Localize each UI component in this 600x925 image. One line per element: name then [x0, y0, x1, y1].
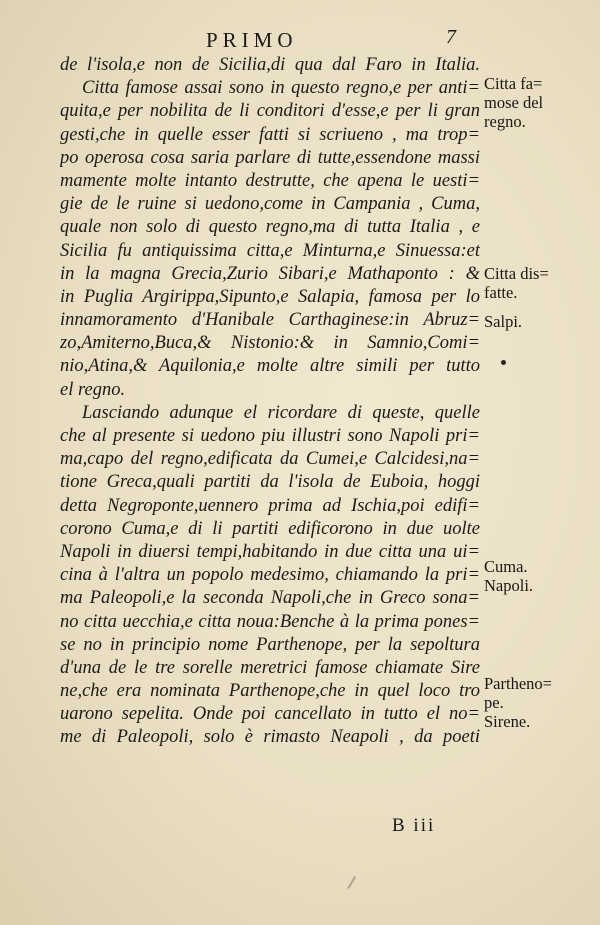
text-line: Citta famose assai sono in questo regno,e per anti=	[82, 78, 480, 99]
margin-note-cuma-napoli	[484, 557, 594, 595]
margin-note-line: Salpi.	[484, 312, 523, 331]
margin-note-line: Sirene.	[484, 712, 531, 731]
text-line: el regno.	[60, 379, 126, 400]
margin-note-line: fatte.	[484, 283, 518, 302]
body-text	[60, 54, 480, 750]
text-line: gesti,che in quelle esser fatti si scriueno , ma trop=	[60, 124, 480, 145]
ink-smudge	[347, 876, 364, 894]
text-line: de l'isola,e non de Sicilia,di qua dal Faro in Italia.	[60, 55, 480, 75]
margin-note-line: pe.	[484, 693, 504, 712]
text-line: me di Paleopoli, solo è rimasto Neapoli , da poeti	[60, 727, 480, 748]
margin-note-salpi	[484, 312, 594, 331]
text-line: se no in principio nome Parthenope, per la sepoltura	[60, 634, 480, 655]
text-line: mamente molte intanto destrutte, che apena le uesti=	[60, 170, 480, 191]
margin-note-line: Citta dis=	[484, 264, 549, 283]
text-line: cina à l'altra un popolo medesimo, chiamando la pri=	[60, 565, 480, 586]
running-head: PRIMO	[206, 28, 298, 52]
margin-note-citta-disfatte	[484, 264, 594, 302]
text-line: in la magna Grecia,Zurio Sibari,e Mathaponto : &	[60, 263, 480, 284]
page-header	[0, 26, 600, 52]
text-line: detta Negroponte,uennero prima ad Ischia,poi edifi=	[60, 495, 480, 516]
text-line: d'una de le tre sorelle meretrici famose chiamate Sire	[60, 657, 480, 678]
text-line: innamoramento d'Hanibale Carthaginese:in Abruz=	[60, 310, 480, 331]
margin-note-line: Napoli.	[484, 576, 534, 595]
text-line: Napoli in diuersi tempi,habitando in due citta una ui=	[60, 541, 480, 562]
text-line: zo,Amiterno,Buca,& Nistonio:& in Samnio,Comi=	[60, 333, 480, 354]
text-line: in Puglia Argirippa,Sipunto,e Salapia, famosa per lo	[60, 286, 480, 307]
margin-note-line: Partheno=	[484, 674, 552, 693]
text-line: no citta uecchia,e citta noua:Benche à la prima pones=	[60, 611, 480, 632]
text-line: gie de le ruine si uedono,come in Campania , Cuma,	[60, 194, 480, 215]
text-line: ma Paleopoli,e la seconda Napoli,che in Greco sona=	[60, 588, 480, 609]
margin-note-citta-famose	[484, 74, 594, 131]
text-line: quale non solo di questo regno,ma di tutta Italia , e	[60, 217, 480, 238]
text-line: tione Greca,quali partiti da l'isola de Euboia, hoggi	[60, 472, 480, 493]
text-line: quita,e per nobilita de li conditori d'esse,e per li gran	[60, 101, 480, 122]
text-line: ne,che era nominata Parthenope,che in quel loco tro	[60, 681, 480, 702]
text-line: Lasciando adunque el ricordare di queste, quelle	[82, 402, 480, 423]
text-line: corono Cuma,e di li partiti edificorono in due uolte	[60, 518, 480, 539]
text-line: ma,capo del regno,edificata da Cumei,e Calcidesi,na=	[60, 449, 480, 470]
margin-note-parthenope	[484, 674, 594, 731]
text-line: po operosa cosa saria parlare di tutte,essendone massi	[60, 147, 480, 168]
margin-mark-icon	[501, 360, 506, 365]
margin-note-line: regno.	[484, 112, 526, 131]
page-number: 7	[446, 26, 456, 48]
signature-mark: B iii	[392, 815, 436, 836]
text-line: nio,Atina,& Aquilonia,e molte altre simili per tutto	[60, 356, 480, 377]
text-line: Sicilia fu antiquissima citta,e Minturna,e Sinuessa:et	[60, 240, 480, 261]
margin-note-line: Cuma.	[484, 557, 528, 576]
margin-note-line: Citta fa=	[484, 74, 543, 93]
text-line: che al presente si uedono piu illustri sono Napoli pri=	[60, 426, 480, 446]
text-line: uarono sepelita. Onde poi cancellato in tutto el no=	[60, 704, 480, 725]
margin-note-line: mose del	[484, 93, 544, 112]
